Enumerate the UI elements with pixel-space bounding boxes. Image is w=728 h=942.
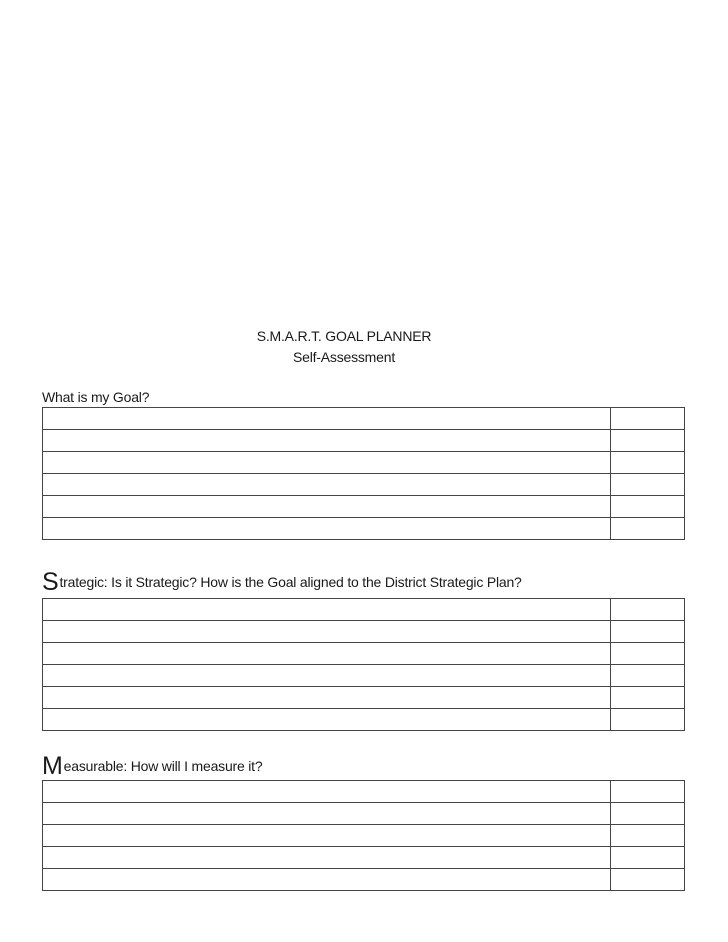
- answer-row: [43, 518, 684, 540]
- check-cell[interactable]: [611, 643, 684, 664]
- answer-line-cell[interactable]: [43, 869, 611, 890]
- answer-row: [43, 474, 684, 496]
- check-cell[interactable]: [611, 518, 684, 539]
- answer-line-cell[interactable]: [43, 408, 611, 429]
- check-cell[interactable]: [611, 825, 684, 846]
- answer-row: [43, 452, 684, 474]
- check-cell[interactable]: [611, 599, 684, 620]
- answer-row: [43, 869, 684, 891]
- check-cell[interactable]: [611, 621, 684, 642]
- measurable-answer-table: [42, 780, 685, 891]
- check-cell[interactable]: [611, 847, 684, 868]
- check-cell[interactable]: [611, 430, 684, 451]
- answer-row: [43, 599, 684, 621]
- answer-row: [43, 430, 684, 452]
- check-cell[interactable]: [611, 781, 684, 802]
- answer-line-cell[interactable]: [43, 781, 611, 802]
- strategic-question-label: trategic: Is it Strategic? How is the Goal aligned to the District Strategic Plan?: [59, 574, 522, 590]
- check-cell[interactable]: [611, 496, 684, 517]
- check-cell[interactable]: [611, 408, 684, 429]
- page-title: S.M.A.R.T. GOAL PLANNER: [256, 328, 432, 344]
- answer-line-cell[interactable]: [43, 709, 611, 730]
- answer-line-cell[interactable]: [43, 825, 611, 846]
- check-cell[interactable]: [611, 803, 684, 824]
- check-cell[interactable]: [611, 474, 684, 495]
- answer-row: [43, 687, 684, 709]
- goal-question: [42, 389, 149, 405]
- answer-line-cell[interactable]: [43, 496, 611, 517]
- answer-line-cell[interactable]: [43, 687, 611, 708]
- strategic-answer-table: [42, 598, 685, 731]
- answer-row: [43, 496, 684, 518]
- answer-line-cell[interactable]: [43, 803, 611, 824]
- answer-line-cell[interactable]: [43, 847, 611, 868]
- answer-line-cell[interactable]: [43, 474, 611, 495]
- page-subtitle: Self-Assessment: [292, 349, 396, 365]
- answer-row: [43, 847, 684, 869]
- strategic-question: [42, 570, 522, 595]
- answer-row: [43, 825, 684, 847]
- answer-row: [43, 781, 684, 803]
- answer-line-cell[interactable]: [43, 665, 611, 686]
- answer-row: [43, 709, 684, 731]
- measurable-question-label: easurable: How will I measure it?: [63, 758, 263, 774]
- answer-line-cell[interactable]: [43, 518, 611, 539]
- check-cell[interactable]: [611, 709, 684, 730]
- answer-row: [43, 803, 684, 825]
- goal-answer-table: [42, 407, 685, 540]
- answer-row: [43, 621, 684, 643]
- check-cell[interactable]: [611, 452, 684, 473]
- answer-line-cell[interactable]: [43, 452, 611, 473]
- answer-line-cell[interactable]: [43, 599, 611, 620]
- answer-row: [43, 643, 684, 665]
- check-cell[interactable]: [611, 687, 684, 708]
- measurable-question: [42, 754, 262, 779]
- check-cell[interactable]: [611, 665, 684, 686]
- answer-line-cell[interactable]: [43, 643, 611, 664]
- answer-row: [43, 408, 684, 430]
- goal-question-label: What is my Goal?: [42, 389, 150, 405]
- strategic-initial: S: [42, 568, 59, 596]
- answer-row: [43, 665, 684, 687]
- check-cell[interactable]: [611, 869, 684, 890]
- answer-line-cell[interactable]: [43, 430, 611, 451]
- answer-line-cell[interactable]: [43, 621, 611, 642]
- measurable-initial: M: [42, 752, 63, 780]
